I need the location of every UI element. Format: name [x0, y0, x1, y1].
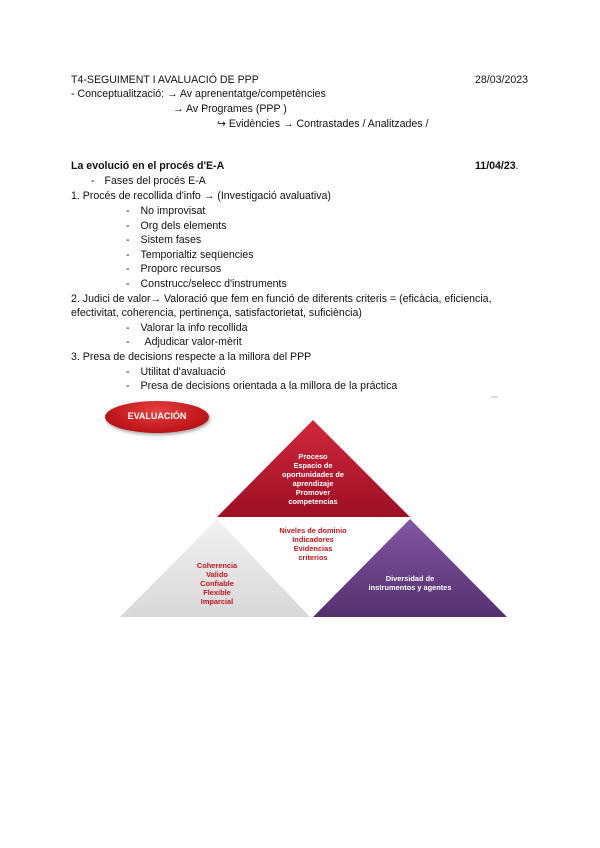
step3-title: 3. Presa de decisions respecte a la millora del PPP — [71, 351, 312, 363]
center-text — [263, 526, 363, 562]
left-text-line: Valido — [206, 570, 228, 579]
list-item-label: Proporc recursos — [140, 263, 222, 275]
list-item-label: Valorar la info recollida — [140, 322, 248, 334]
list-item-label: Temporialtiz seqüencies — [140, 249, 254, 261]
top-text-line: Proceso — [298, 452, 328, 461]
bullet-dash: - — [126, 366, 130, 378]
bullet-dash: - — [126, 263, 130, 275]
bullet-dash: - — [126, 336, 130, 348]
list-item-label: No improvisat — [140, 205, 206, 217]
left-text-line: Imparcial — [200, 597, 234, 606]
top-text-line: oportunidades de — [281, 470, 344, 479]
bullet-dash: - — [126, 234, 130, 246]
bullet-dash: - — [126, 249, 130, 261]
top-text-line: competencias — [288, 497, 338, 506]
right-text-line: Diversidad de — [385, 574, 435, 583]
bullet-dash: - — [126, 380, 130, 392]
conceptualization-line: - Conceptualització: → Av aprenentatge/competències — [71, 88, 326, 100]
center-text-line: Evidencias — [293, 544, 333, 553]
section-date-suffix: . — [515, 160, 519, 172]
section-title: La evolució en el procés d'E-A — [71, 160, 225, 172]
top-text-line: Espacio de — [293, 461, 333, 470]
step2-title-line2: efectivitat, coherencia, pertinença, satisfactorietat, suficiència) — [71, 307, 362, 319]
bullet-dash: - — [126, 278, 130, 290]
left-text-line: Confiable — [200, 579, 234, 588]
bullet-dash: - — [126, 205, 130, 217]
top-text-line: Promover — [295, 488, 331, 497]
list-item-label: Presa de decisions orientada a la millora de la práctica — [140, 380, 398, 392]
bullet-dash: - — [91, 175, 95, 187]
step2-title-line1: 2. Judici de valor→ Valoració que fem en funció de diferents criteris = (eficàcia, eficiencia, — [71, 293, 492, 305]
center-text-line: Niveles de dominio — [279, 526, 347, 535]
list-item-label: Construcc/selecc d'instruments — [140, 278, 287, 290]
right-triangle-text — [350, 574, 470, 592]
evidences-line: ↪ Evidències → Contrastades / Analitzades / — [217, 118, 429, 130]
list-item-label: Org dels elements — [140, 220, 227, 232]
list-item-label: Sistem fases — [140, 234, 202, 246]
evaluation-badge: EVALUACIÓN — [105, 401, 209, 433]
center-text-line: criterios — [298, 553, 328, 562]
left-triangle-text — [167, 561, 267, 606]
document-title: T4-SEGUIMENT I AVALUACIÓ DE PPP — [71, 74, 259, 86]
right-text-line: instrumentos y agentes — [368, 583, 452, 592]
top-triangle-text — [263, 452, 363, 506]
left-text-line: Coherencia — [196, 561, 238, 570]
bullet-dash: - — [126, 322, 130, 334]
section-date-value: 11/04/23 — [475, 160, 516, 172]
center-text-line: Indicadores — [292, 535, 334, 544]
bullet-dash: - — [126, 220, 130, 232]
top-text-line: aprendizaje — [292, 479, 334, 488]
step1-title: 1. Procés de recollida d'info → (Investigació avaluativa) — [71, 190, 331, 202]
list-item-label: Utilitat d'avaluació — [140, 366, 226, 378]
programs-line: → Av Programes (PPP ) — [173, 103, 287, 115]
fases-label: Fases del procés E-A — [104, 175, 206, 187]
header-date: 28/03/2023 — [475, 74, 529, 86]
list-item-label: Adjudicar valor-mèrit — [144, 336, 242, 348]
left-text-line: Flexible — [203, 588, 231, 597]
